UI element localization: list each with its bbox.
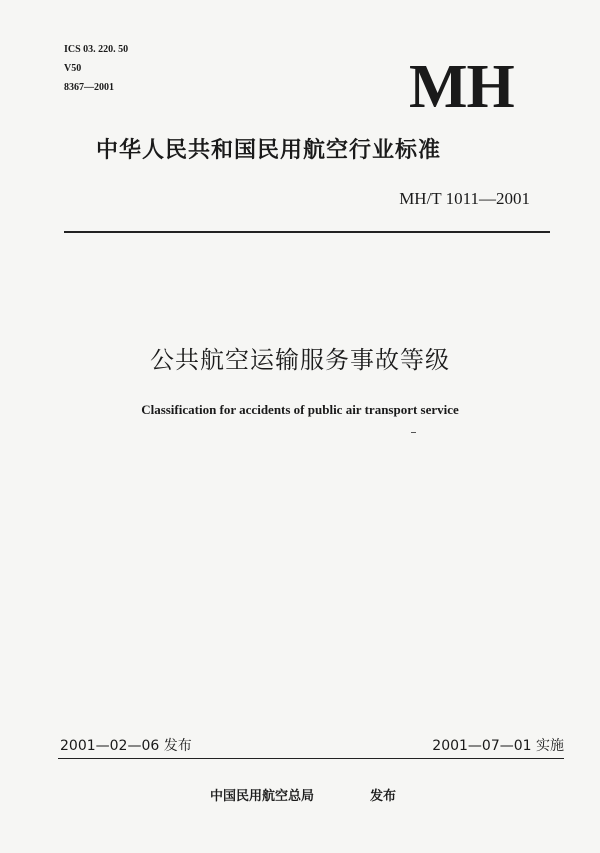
document-title-chinese: 公共航空运输服务事故等级 <box>150 346 450 374</box>
header-divider <box>64 231 550 233</box>
class-code: V50 <box>64 63 82 74</box>
ics-code: ICS 03. 220. 50 <box>64 44 129 55</box>
scan-speck <box>411 432 416 433</box>
footer-divider <box>58 758 564 759</box>
publisher: 中国民用航空总局 <box>210 789 315 804</box>
classification-codes <box>64 40 128 97</box>
standard-number: MH/T 1011—2001 <box>399 189 530 208</box>
issue-date: 2001—02—06 发布 <box>60 738 192 754</box>
implementation-date: 2001—07—01 实施 <box>432 738 564 754</box>
mh-logo: MH <box>409 53 514 121</box>
document-title-english: Classification for accidents of public air transport service <box>141 402 459 417</box>
org-title: 中华人民共和国民用航空行业标准 <box>96 138 442 163</box>
publisher-action: 发布 <box>370 789 397 804</box>
filing-number: 8367—2001 <box>64 82 114 93</box>
